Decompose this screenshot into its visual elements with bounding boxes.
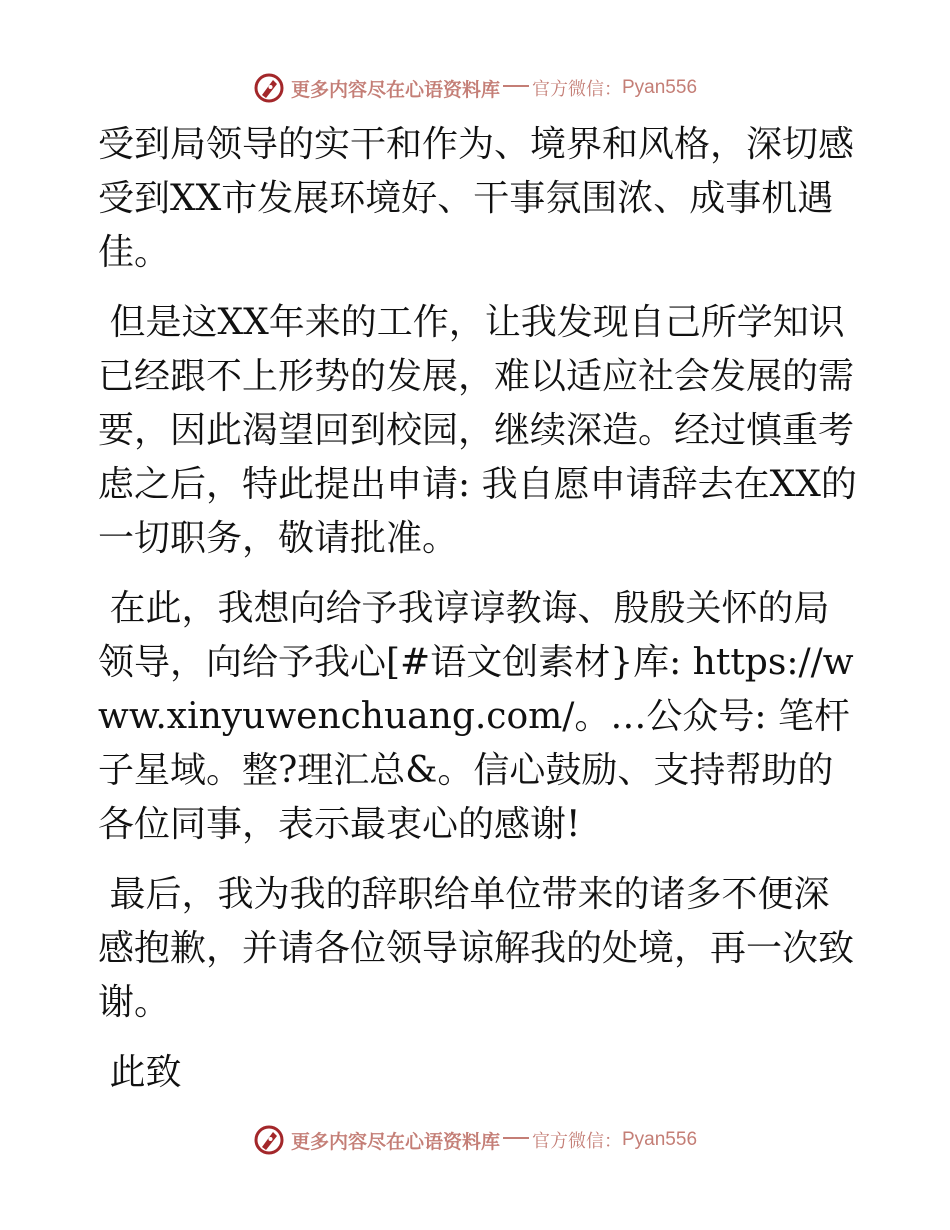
closing-line: 此致	[98, 1052, 182, 1093]
banner-wechat-label: 官方微信：	[532, 1131, 622, 1152]
banner-dash	[503, 1137, 529, 1139]
document-body	[98, 118, 858, 1116]
banner-text: 更多内容尽在心语资料库	[290, 78, 500, 101]
paragraph: 在此，我想向给予我谆谆教诲、殷殷关怀的局领导，向给予我心[#语文创素材}库: https://www.xinyuwenchuang.com/。…公众号: 笔杆子星域。整?理汇总&。信心鼓励、支持帮助的各位同事，表示最衷心的感谢!	[98, 588, 854, 845]
paragraph: 受到局领导的实干和作为、境界和风格，深切感受到XX市发展环境好、干事氛围浓、成事机遇佳。	[98, 124, 855, 273]
banner-wechat-id: Pyan556	[622, 1129, 698, 1150]
paragraph: 最后，我为我的辞职给单位带来的诸多不便深感抱歉，并请各位领导谅解我的处境，再一次致谢。	[98, 874, 855, 1023]
header-banner	[0, 68, 950, 108]
paragraph: 但是这XX年来的工作，让我发现自己所学知识已经跟不上形势的发展，难以适应社会发展的需要，因此渴望回到校园，继续深造。经过慎重考虑之后，特此提出申请: 我自愿申请辞去在XX的一切职务，敬请批准。	[98, 302, 857, 559]
footer-banner	[0, 1120, 950, 1160]
banner-text: 更多内容尽在心语资料库	[290, 1130, 500, 1153]
banner-dash	[503, 85, 529, 87]
banner-wechat-id: Pyan556	[622, 77, 698, 98]
pen-logo-icon	[253, 1124, 285, 1156]
pen-logo-icon	[253, 72, 285, 104]
banner-wechat-label: 官方微信：	[532, 79, 622, 100]
